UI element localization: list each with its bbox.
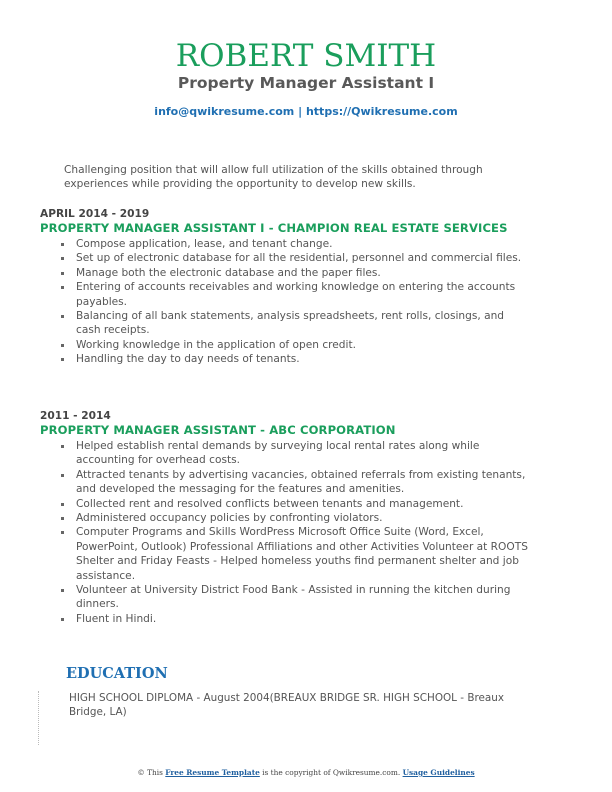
footer-middle: is the copyright of Qwikresume.com. <box>259 768 403 777</box>
bullet-item: Set up of electronic database for all the residential, personnel and commercial files. <box>40 251 528 265</box>
bullet-item: Handling the day to day needs of tenants. <box>40 352 528 366</box>
bullet-item: Working knowledge in the application of open credit. <box>40 338 528 352</box>
usage-guidelines-link[interactable]: Usage Guidelines <box>402 768 475 777</box>
resume-header <box>0 38 612 119</box>
experience-entry <box>40 207 540 367</box>
candidate-title: Property Manager Assistant I <box>177 74 435 92</box>
free-resume-template-link[interactable]: Free Resume Template <box>165 768 260 777</box>
bullet-item: Entering of accounts receivables and working knowledge on entering the accounts payables. <box>40 280 528 309</box>
bullet-item: Fluent in Hindi. <box>40 612 528 626</box>
job-bullets <box>40 439 540 626</box>
experience-entry <box>40 409 540 626</box>
website-link[interactable]: https://Qwikresume.com <box>305 105 458 118</box>
education-entry: HIGH SCHOOL DIPLOMA - August 2004(BREAUX BRIDGE SR. HIGH SCHOOL - Breaux Bridge, LA) <box>69 692 504 718</box>
bullet-item: Volunteer at University District Food Bank - Assisted in running the kitchen during dinners. <box>40 583 528 612</box>
bullet-item: Computer Programs and Skills WordPress Microsoft Office Suite (Word, Excel, PowerPoint, Outlook) Professional Affiliations and other Activities Volunteer at ROOTS Shelter and Friday Feasts - Helped homeless youths find permanent shelter and job assistance. <box>40 525 528 583</box>
bullet-item: Helped establish rental demands by surveying local rental rates along while accounting for overhead costs. <box>40 439 528 468</box>
job-dates: APRIL 2014 - 2019 <box>40 208 150 220</box>
copyright-footer <box>0 768 612 777</box>
bullet-item: Balancing of all bank statements, analysis spreadsheets, rent rolls, closings, and cash receipts. <box>40 309 528 338</box>
job-title: PROPERTY MANAGER ASSISTANT - ABC CORPORATION <box>40 423 396 437</box>
job-bullets <box>40 237 540 367</box>
job-title: PROPERTY MANAGER ASSISTANT I - CHAMPION REAL ESTATE SERVICES <box>40 221 508 235</box>
bullet-item: Manage both the electronic database and the paper files. <box>40 266 528 280</box>
contact-line <box>0 105 612 119</box>
bullet-item: Compose application, lease, and tenant change. <box>40 237 528 251</box>
bullet-item: Attracted tenants by advertising vacancies, obtained referrals from existing tenants, and developed the messaging for the features and amenities. <box>40 468 528 497</box>
education-divider <box>38 691 39 745</box>
contact-separator: | <box>294 105 306 118</box>
summary-text: Challenging position that will allow full utilization of the skills obtained through experiences while providing the opportunity to develop new skills. <box>64 164 483 190</box>
education-heading: EDUCATION <box>66 665 168 682</box>
bullet-item: Administered occupancy policies by confronting violators. <box>40 511 528 525</box>
email-link[interactable]: info@qwikresume.com <box>154 105 295 118</box>
bullet-item: Collected rent and resolved conflicts between tenants and management. <box>40 497 528 511</box>
footer-prefix: © This <box>137 768 166 777</box>
candidate-name: ROBERT SMITH <box>175 38 437 74</box>
job-dates: 2011 - 2014 <box>40 410 111 422</box>
